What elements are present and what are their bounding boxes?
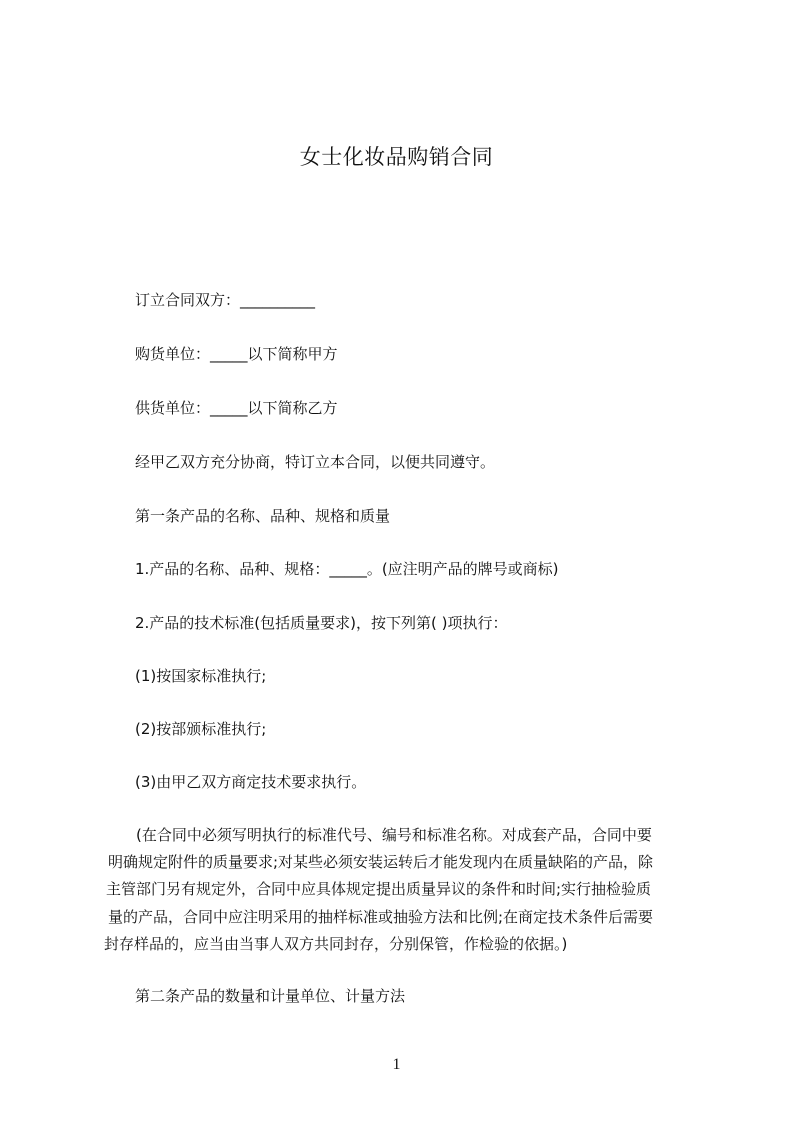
- clause-2-technical-standard: 2.产品的技术标准(包括质量要求)，按下列第( )项执行：: [135, 614, 508, 632]
- contract-parties-line: 订立合同双方：__________: [135, 291, 316, 309]
- agreement-statement: 经甲乙双方充分协商，特订立本合同，以便共同遵守。: [135, 453, 496, 471]
- option-national-standard: (1)按国家标准执行;: [135, 667, 267, 685]
- buyer-line: 购货单位：_____以下简称甲方: [135, 345, 338, 363]
- article-two-heading: 第二条产品的数量和计量单位、计量方法: [135, 987, 406, 1005]
- option-mutual-agreement: (3)由甲乙双方商定技术要求执行。: [135, 773, 367, 791]
- note-line: 量的产品，合同中应注明采用的抽样标准或抽验方法和比例;在商定技术条件后需要: [108, 907, 654, 926]
- note-line: (在合同中必须写明执行的标准代号、编号和标准名称。对成套产品，合同中要: [136, 826, 652, 844]
- note-line: 明确规定附件的质量要求;对某些必须安装运转后才能发现内在质量缺陷的产品，除: [108, 853, 654, 872]
- clause-1-product-name: 1.产品的名称、品种、规格：_____。(应注明产品的牌号或商标): [135, 560, 559, 578]
- option-ministry-standard: (2)按部颁标准执行;: [135, 720, 267, 738]
- note-line: 主管部门另有规定外，合同中应具体规定提出质量异议的条件和时间;实行抽检验质: [106, 880, 652, 899]
- document-title: 女士化妆品购销合同: [299, 145, 494, 169]
- supplier-line: 供货单位：_____以下简称乙方: [135, 399, 338, 417]
- page-number: 1: [392, 1056, 401, 1073]
- standards-note-paragraph: [104, 822, 704, 958]
- note-line: 封存样品的，应当由当事人双方共同封存，分别保管，作检验的依据。): [104, 934, 568, 953]
- article-one-heading: 第一条产品的名称、品种、规格和质量: [135, 507, 391, 525]
